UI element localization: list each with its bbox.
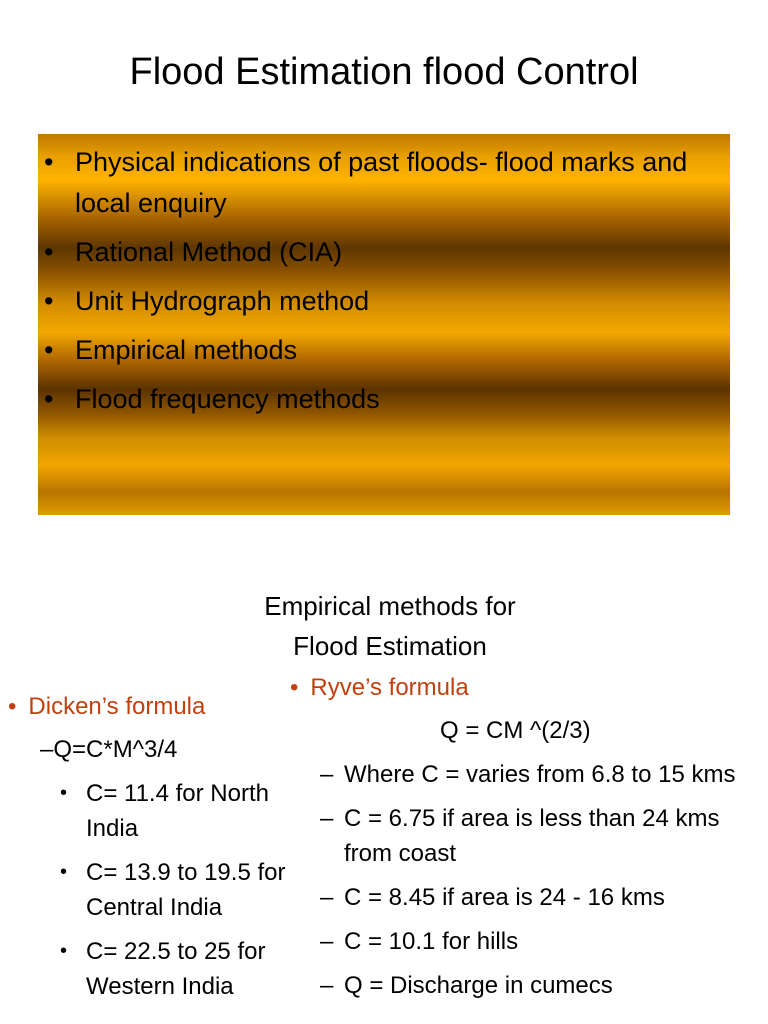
list-item (320, 880, 760, 915)
list-item-text: C = 10.1 for hills (344, 928, 519, 955)
list-item-text: Rational Method (CIA) (75, 237, 343, 267)
list-item-text: Physical indications of past floods- flood marks and local enquiry (75, 147, 688, 218)
dash-icon: – (320, 884, 334, 911)
bullet-icon: • (44, 286, 54, 316)
list-item (320, 968, 760, 1003)
list-item-text: C= 22.5 to 25 for Western India (86, 938, 266, 1000)
bullet-icon: • (44, 147, 54, 177)
slide-title: Flood Estimation flood Control (129, 51, 639, 93)
bullet-icon: • (60, 940, 68, 962)
ryve-coefficient-list (320, 757, 760, 1012)
list-item-text: Where C = varies from 6.8 to 15 kms (344, 761, 736, 788)
bullet-icon: • (290, 674, 299, 701)
dash-icon: – (320, 928, 334, 955)
bullet-icon: • (60, 782, 68, 804)
list-item (38, 330, 730, 371)
dash-icon: – (320, 761, 334, 788)
bullet-icon: • (44, 384, 54, 414)
list-item-text: Unit Hydrograph method (75, 286, 370, 316)
ryve-formula: Q = CM ^(2/3) (440, 717, 591, 744)
bullet-list (38, 142, 730, 428)
bullet-icon: • (8, 693, 17, 720)
list-item-text: Empirical methods (75, 335, 298, 365)
bullet-box (38, 134, 730, 515)
list-item (320, 757, 760, 792)
list-item-text: Q = Discharge in cumecs (344, 972, 613, 999)
dicken-formula (40, 733, 177, 767)
dicken-formula-text: Q=C*M^3/4 (53, 736, 178, 763)
list-item-text: C = 6.75 if area is less than 24 kms from coast (344, 805, 720, 867)
bullet-icon: • (44, 335, 54, 365)
list-item-text: C = 8.45 if area is 24 - 16 kms (344, 884, 665, 911)
dash-icon: – (40, 736, 54, 763)
section-title-line: Flood Estimation (293, 631, 487, 661)
list-item (38, 142, 730, 224)
list-item (38, 232, 730, 273)
list-item (320, 801, 760, 871)
dash-icon: – (320, 805, 334, 832)
dicken-heading-text: Dicken’s formula (28, 693, 206, 720)
list-item-text: Flood frequency methods (75, 384, 380, 414)
bullet-icon: • (60, 861, 68, 883)
ryve-heading-text: Ryve’s formula (310, 674, 469, 701)
list-item (60, 855, 320, 925)
list-item (320, 924, 760, 959)
list-item (60, 934, 320, 1004)
dicken-coefficient-list (60, 776, 320, 1013)
section-title-line: Empirical methods for (264, 591, 516, 621)
bullet-icon: • (44, 237, 54, 267)
list-item-text: C= 11.4 for North India (86, 780, 269, 842)
section-title (200, 586, 580, 666)
list-item (60, 776, 320, 846)
ryve-heading (290, 671, 469, 705)
list-item (38, 379, 730, 420)
dicken-heading (8, 690, 205, 724)
list-item-text: C= 13.9 to 19.5 for Central India (86, 859, 286, 921)
list-item (38, 281, 730, 322)
dash-icon: – (320, 972, 334, 999)
